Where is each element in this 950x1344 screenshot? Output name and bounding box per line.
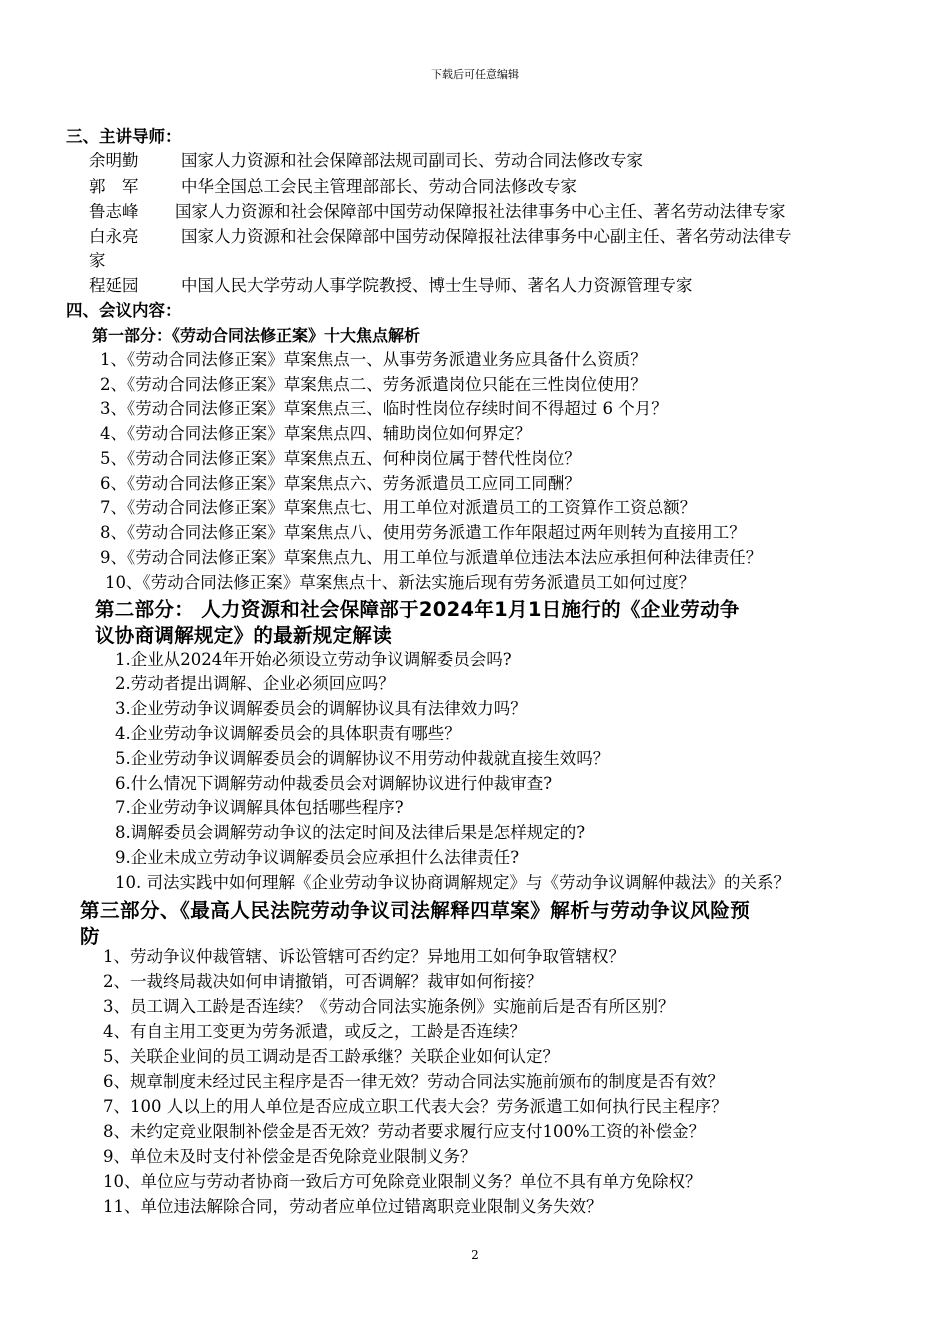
teacher-desc: 国家人力资源和社会保障部中国劳动保障报社法律事务中心副主任、著名劳动法律专 — [181, 227, 792, 246]
teacher-name: 郭 军 — [89, 177, 139, 196]
list-item: 8.调解委员会调解劳动争议的法定时间及法律后果是怎样规定的? — [115, 823, 586, 842]
teacher-name: 白永亮 — [89, 227, 139, 246]
teacher-name: 程延园 — [89, 276, 139, 295]
list-item: 8、未约定竞业限制补偿金是否无效？劳动者要求履行应支付100%工资的补偿金？ — [103, 1122, 706, 1141]
list-item: 11、单位违法解除合同，劳动者应单位过错离职竞业限制义务失效？ — [103, 1197, 603, 1216]
part2-title: 第二部分： 人力资源和社会保障部于2024年1月1日施行的《企业劳动争 — [95, 598, 740, 621]
page-number: 2 — [471, 1248, 479, 1262]
part3-title-cont: 防 — [80, 925, 101, 948]
list-item: 5、《劳动合同法修正案》草案焦点五、何种岗位属于替代性岗位？ — [100, 449, 581, 468]
list-item: 10、单位应与劳动者协商一致后方可免除竞业限制义务？单位不具有单方免除权？ — [103, 1172, 702, 1191]
list-item: 9、《劳动合同法修正案》草案焦点九、用工单位与派遣单位违法本法应承担何种法律责任？ — [100, 548, 763, 567]
list-item: 7、100 人以上的用人单位是否应成立职工代表大会？劳务派遣工如何执行民主程序？ — [103, 1097, 728, 1116]
teacher-row — [89, 150, 643, 172]
teacher-row — [89, 226, 792, 248]
teacher-name: 余明勤 — [89, 151, 139, 170]
list-item: 5.企业劳动争议调解委员会的调解协议不用劳动仲裁就直接生效吗？ — [115, 749, 610, 768]
teacher-row — [89, 275, 693, 297]
teacher-desc: 国家人力资源和社会保障部法规司副司长、劳动合同法修改专家 — [181, 151, 643, 170]
teacher-desc: 中国人民大学劳动人事学院教授、博士生导师、著名人力资源管理专家 — [181, 276, 693, 295]
list-item: 5、关联企业间的员工调动是否工龄承继？关联企业如何认定？ — [103, 1047, 559, 1066]
teacher-row — [89, 176, 577, 198]
teacher-desc: 中华全国总工会民主管理部部长、劳动合同法修改专家 — [181, 177, 577, 196]
list-item: 1.企业从2024年开始必须设立劳动争议调解委员会吗? — [115, 650, 512, 669]
list-item: 3.企业劳动争议调解委员会的调解协议具有法律效力吗？ — [115, 699, 527, 718]
list-item: 7、《劳动合同法修正案》草案焦点七、用工单位对派遣员工的工资算作工资总额？ — [100, 498, 697, 517]
list-item: 2、一裁终局裁决如何申请撤销，可否调解？裁审如何衔接？ — [103, 972, 543, 991]
teacher-desc: 国家人力资源和社会保障部中国劳动保障报社法律事务中心主任、著名劳动法律专家 — [175, 202, 786, 221]
list-item: 2.劳动者提出调解、企业必须回应吗？ — [115, 674, 395, 693]
part1-title: 第一部分：《劳动合同法修正案》十大焦点解析 — [92, 326, 421, 345]
list-item: 9、单位未及时支付补偿金是否免除竞业限制义务？ — [103, 1147, 477, 1166]
list-item: 6.什么情况下调解劳动仲裁委员会对调解协议进行仲裁审查? — [115, 774, 553, 793]
list-item: 10、《劳动合同法修正案》草案焦点十、新法实施后现有劳务派遣员工如何过度？ — [105, 573, 696, 592]
list-item: 6、规章制度未经过民主程序是否一律无效？劳动合同法实施前颁布的制度是否有效？ — [103, 1072, 724, 1091]
section4-heading: 四、会议内容： — [66, 301, 182, 320]
list-item: 3、员工调入工龄是否连续？《劳动合同法实施条例》实施前后是否有所区别？ — [103, 997, 675, 1016]
part2-title-cont: 议协商调解规定》的最新规定解读 — [95, 624, 393, 647]
list-item: 7.企业劳动争议调解具体包括哪些程序? — [115, 798, 404, 817]
list-item: 2、《劳动合同法修正案》草案焦点二、劳务派遣岗位只能在三性岗位使用？ — [100, 375, 647, 394]
list-item: 1、《劳动合同法修正案》草案焦点一、从事劳务派遣业务应具备什么资质？ — [100, 350, 647, 369]
list-item: 8、《劳动合同法修正案》草案焦点八、使用劳务派遣工作年限超过两年则转为直接用工？ — [100, 523, 746, 542]
list-item: 6、《劳动合同法修正案》草案焦点六、劳务派遣员工应同工同酬？ — [100, 474, 581, 493]
list-item: 10. 司法实践中如何理解《企业劳动争议协商调解规定》与《劳动争议调解仲裁法》的关系？ — [115, 873, 790, 892]
list-item: 3、《劳动合同法修正案》草案焦点三、临时性岗位存续时间不得超过 6 个月？ — [100, 399, 668, 418]
list-item: 1、劳动争议仲裁管辖、诉讼管辖可否约定？异地用工如何争取管辖权？ — [103, 947, 625, 966]
teacher-row — [89, 201, 786, 223]
section3-heading: 三、主讲导师： — [66, 127, 182, 146]
list-item: 4、《劳动合同法修正案》草案焦点四、辅助岗位如何界定？ — [100, 424, 532, 443]
part3-title: 第三部分、《最高人民法院劳动争议司法解释四草案》解析与劳动争议风险预 — [80, 899, 751, 922]
teacher-name: 鲁志峰 — [89, 202, 139, 221]
list-item: 9.企业未成立劳动争议调解委员会应承担什么法律责任? — [115, 848, 520, 867]
teacher-desc-wrap: 家 — [89, 251, 106, 270]
list-item: 4.企业劳动争议调解委员会的具体职责有哪些？ — [115, 724, 461, 743]
page-header: 下载后可任意编辑 — [431, 68, 519, 81]
list-item: 4、有自主用工变更为劳务派遣，或反之，工龄是否连续？ — [103, 1022, 526, 1041]
